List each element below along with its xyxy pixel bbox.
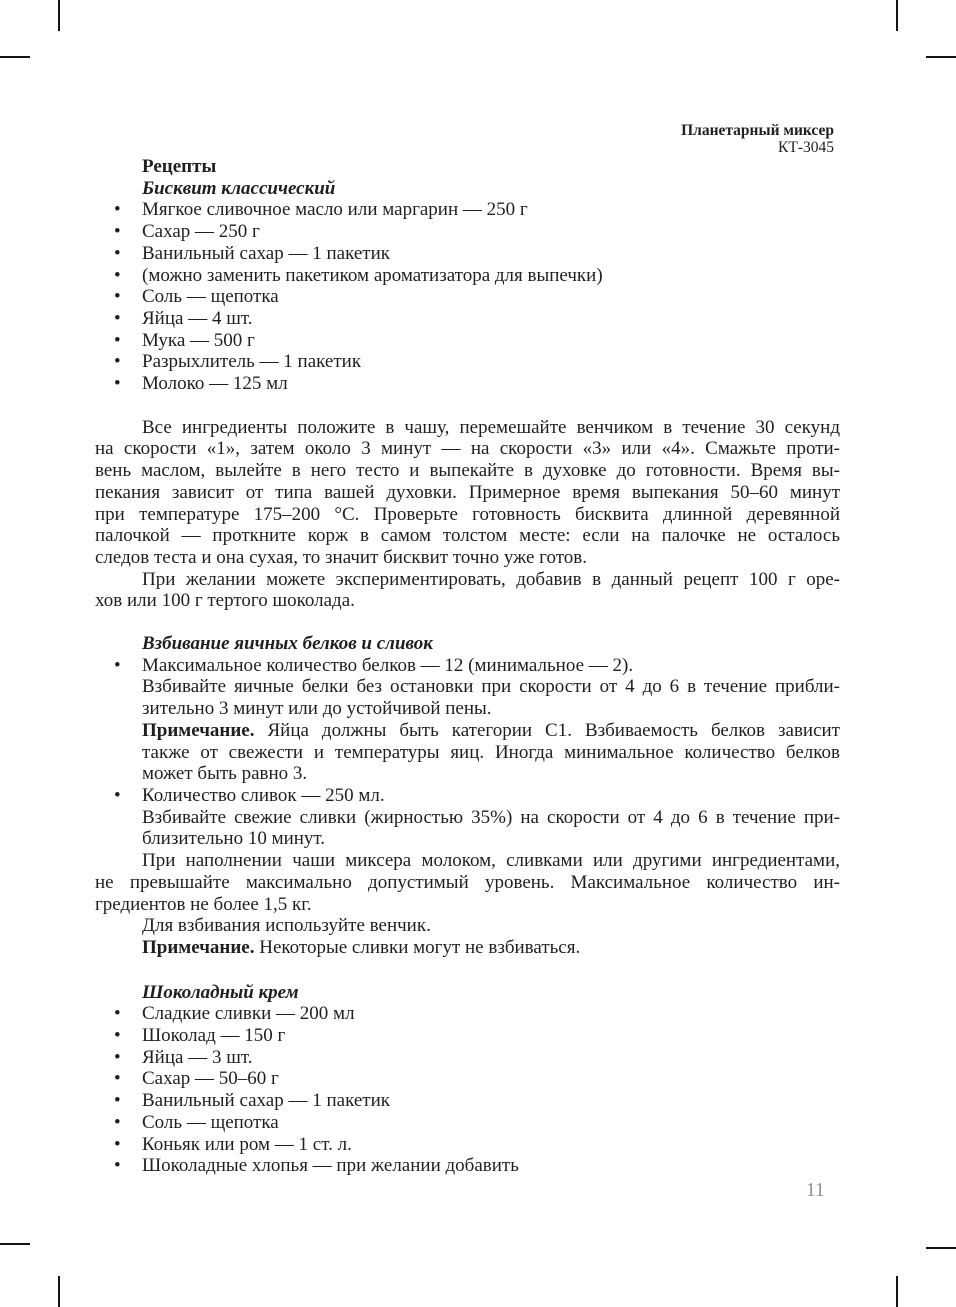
text-line: Примечание. Некоторые сливки могут не взбиваться.: [142, 936, 581, 958]
ingredient-item: [95, 373, 840, 395]
recipe-heading: Шоколадный крем: [142, 981, 299, 1003]
document-blocks: [95, 156, 840, 1177]
bullet-icon: •: [114, 654, 121, 676]
bullet-icon: •: [114, 1133, 121, 1155]
text-line: не превышайте максимально допустимый уровень. Максимальное количество ин-: [95, 871, 840, 893]
bullet-icon: •: [114, 351, 121, 373]
ingredient-item: [95, 243, 840, 265]
bullet-icon: •: [114, 1046, 121, 1068]
ingredient-text: Молоко — 125 мл: [142, 373, 288, 395]
ingredient-text: (можно заменить пакетиком ароматизатора для выпечки): [142, 264, 603, 286]
text-line: пекания зависит от типа вашей духовки. Примерное время выпекания 50–60 минут: [95, 481, 840, 503]
text-line: Взбивайте свежие сливки (жирностью 35%) на скорости от 4 до 6 в течение при-: [142, 806, 840, 828]
bullet-icon: •: [114, 329, 121, 351]
text-line: Примечание. Яйца должны быть категории С1. Взбиваемость белков зависит: [142, 719, 840, 741]
ingredient-item: [95, 1003, 840, 1025]
crop-mark-top-left-horizontal: [0, 56, 30, 58]
section-title: Рецепты: [142, 156, 217, 177]
ingredient-text: Шоколад — 150 г: [142, 1025, 286, 1047]
text-line: может быть равно 3.: [142, 763, 308, 785]
text-line: хов или 100 г тертого шоколада.: [95, 590, 355, 612]
text-line: на скорости «1», затем около 3 минут — на скорости «3» или «4». Смажьте проти-: [95, 438, 840, 460]
crop-mark-bottom-left-vertical: [58, 1276, 60, 1307]
bullet-icon: •: [114, 1025, 121, 1047]
ingredient-text: Сахар — 50–60 г: [142, 1068, 279, 1090]
crop-mark-bottom-right-horizontal: [926, 1247, 956, 1249]
ingredient-item: [95, 1025, 840, 1047]
ingredient-item: [95, 1090, 840, 1112]
ingredient-item: [95, 1112, 840, 1134]
bullet-icon: •: [114, 1003, 121, 1025]
ingredient-text: Разрыхлитель — 1 пакетик: [142, 351, 362, 373]
crop-mark-top-right-horizontal: [926, 56, 956, 58]
ingredient-text: Сахар — 250 г: [142, 221, 260, 243]
note-label: Примечание.: [142, 719, 255, 741]
ingredient-text: Соль — щепотка: [142, 286, 279, 308]
ingredient-item: [95, 1047, 840, 1069]
text-line: следов теста и она сухая, то значит бисквит точно уже готов.: [95, 546, 588, 568]
text-line: вень маслом, вылейте в него тесто и выпекайте в духовке до готовности. Время вы-: [95, 460, 840, 482]
ingredient-text: Сладкие сливки — 200 мл: [142, 1003, 355, 1025]
running-header: [95, 122, 840, 156]
bullet-icon: •: [114, 199, 121, 221]
ingredient-item: [95, 265, 840, 287]
text-line: При наполнении чаши миксера молоком, сливками или другими ингредиентами,: [142, 850, 840, 872]
crop-mark-bottom-right-vertical: [896, 1276, 898, 1307]
bullet-icon: •: [114, 264, 121, 286]
ingredient-text: Ванильный сахар — 1 пакетик: [142, 1090, 390, 1112]
text-line: гредиентов не более 1,5 кг.: [95, 893, 312, 915]
text-line: Для взбивания используйте венчик.: [142, 915, 431, 937]
text-line: близительно 10 минут.: [142, 828, 326, 850]
text-line: также от свежести и температуры яиц. Иногда минимальное количество белков: [142, 741, 840, 763]
ingredient-text: Мягкое сливочное масло или маргарин — 250 г: [142, 199, 528, 221]
spacer: [95, 959, 840, 982]
text-line: При желании можете экспериментировать, добавив в данный рецепт 100 г оре-: [142, 568, 840, 590]
bullet-icon: •: [114, 1111, 121, 1133]
ingredient-item: [95, 785, 840, 807]
ingredient-item: [95, 221, 840, 243]
crop-mark-top-right-vertical: [896, 0, 898, 31]
note-label: Примечание.: [142, 936, 255, 958]
ingredient-item: [95, 286, 840, 308]
spacer: [95, 612, 840, 633]
spacer: [95, 395, 840, 417]
text-line: Все ингредиенты положите в чашу, перемешайте венчиком в течение 30 секунд: [142, 416, 840, 438]
bullet-icon: •: [114, 373, 121, 395]
ingredient-text: Яйца — 4 шт.: [142, 307, 253, 329]
ingredient-text: Мука — 500 г: [142, 329, 255, 351]
ingredient-item: [95, 199, 840, 221]
ingredient-text: Ванильный сахар — 1 пакетик: [142, 242, 390, 264]
ingredient-text: Коньяк или ром — 1 ст. л.: [142, 1133, 352, 1155]
ingredient-item: [95, 351, 840, 373]
ingredient-text: Соль — щепотка: [142, 1111, 279, 1133]
bullet-icon: •: [114, 307, 121, 329]
ingredient-text: Максимальное количество белков — 12 (минимальное — 2).: [142, 654, 634, 676]
text-line: Взбивайте яичные белки без остановки при скорости от 4 до 6 в течение прибли-: [142, 676, 840, 698]
ingredient-item: [95, 1134, 840, 1156]
bullet-icon: •: [114, 242, 121, 264]
ingredient-item: [95, 1068, 840, 1090]
recipe-heading: Взбивание яичных белков и сливок: [142, 633, 433, 655]
ingredient-item: [95, 1155, 840, 1177]
page-number: 11: [806, 1180, 825, 1201]
bullet-icon: •: [114, 221, 121, 243]
bullet-icon: •: [114, 286, 121, 308]
text-line: зительно 3 минут или до устойчивой пены.: [142, 698, 492, 720]
bullet-icon: •: [114, 1090, 121, 1112]
ingredient-text: Шоколадные хлопья — при желании добавить: [142, 1155, 519, 1177]
ingredient-text: Количество сливок — 250 мл.: [142, 784, 385, 806]
ingredient-item: [95, 308, 840, 330]
product-model: КТ-3045: [778, 139, 834, 156]
ingredient-item: [95, 655, 840, 677]
page-content: [95, 0, 840, 1177]
ingredient-text: Яйца — 3 шт.: [142, 1046, 253, 1068]
text-line: палочкой — проткните корж в самом толстом месте: если на палочке не осталось: [95, 525, 840, 547]
recipe-heading: Бисквит классический: [142, 177, 336, 199]
text-line: при температуре 175–200 °С. Проверьте готовность бисквита длинной деревянной: [95, 503, 840, 525]
ingredient-item: [95, 330, 840, 352]
bullet-icon: •: [114, 784, 121, 806]
crop-mark-bottom-left-horizontal: [0, 1243, 30, 1245]
bullet-icon: •: [114, 1155, 121, 1177]
bullet-icon: •: [114, 1068, 121, 1090]
product-title: Планетарный миксер: [681, 122, 834, 139]
crop-mark-top-left-vertical: [58, 0, 60, 31]
